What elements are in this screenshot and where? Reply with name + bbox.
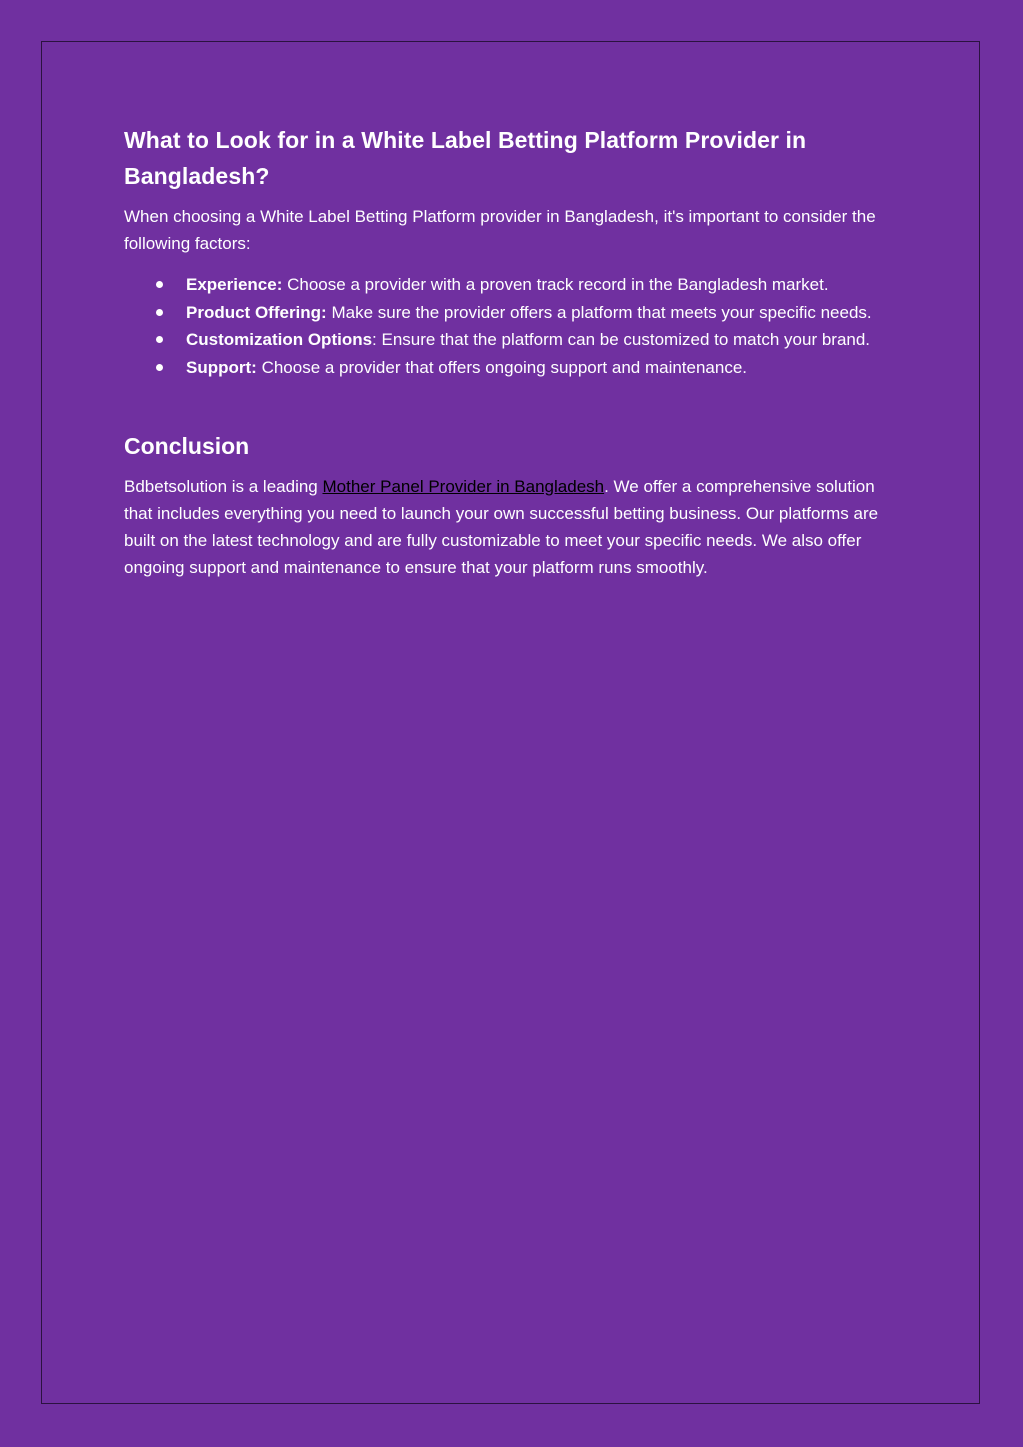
list-item bbox=[186, 326, 904, 354]
list-item bbox=[186, 354, 904, 382]
factor-text: Choose a provider with a proven track record in the Bangladesh market. bbox=[287, 275, 829, 294]
list-item bbox=[186, 271, 904, 299]
factor-term: Support: bbox=[186, 357, 257, 377]
document-content bbox=[124, 122, 904, 581]
bullet-icon bbox=[156, 336, 163, 343]
mother-panel-link[interactable]: Mother Panel Provider in Bangladesh bbox=[322, 477, 605, 496]
factor-separator: : bbox=[372, 330, 382, 349]
factor-text: Ensure that the platform can be customized to match your brand. bbox=[381, 330, 871, 349]
list-item bbox=[186, 299, 904, 327]
factor-text: Choose a provider that offers ongoing support and maintenance. bbox=[261, 357, 748, 377]
factor-term: Customization Options bbox=[186, 330, 373, 349]
bullet-icon bbox=[156, 364, 163, 371]
factors-list bbox=[124, 271, 904, 381]
conclusion-text-end: . We offer a comprehensive solution that includes everything you need to launch your own successful betting business. Our platforms are built on the latest technology and are fully customizable to meet your specific needs. We also offer ongoing support and maintenance to ensure that your platform runs smoothly. bbox=[124, 477, 879, 577]
factor-term: Experience: bbox=[186, 275, 283, 294]
section-heading: What to Look for in a White Label Betting Platform Provider in Bangladesh? bbox=[124, 127, 807, 189]
intro-paragraph: When choosing a White Label Betting Platform provider in Bangladesh, it's important to consider the following factors: bbox=[124, 207, 876, 253]
bullet-icon bbox=[156, 281, 163, 288]
factor-text: Make sure the provider offers a platform that meets your specific needs. bbox=[331, 302, 872, 322]
conclusion-heading: Conclusion bbox=[124, 433, 250, 459]
conclusion-text-start: Bdbetsolution is a leading bbox=[124, 477, 323, 496]
conclusion-paragraph bbox=[124, 473, 904, 581]
bullet-icon bbox=[156, 309, 163, 316]
factor-term: Product Offering: bbox=[186, 302, 327, 322]
